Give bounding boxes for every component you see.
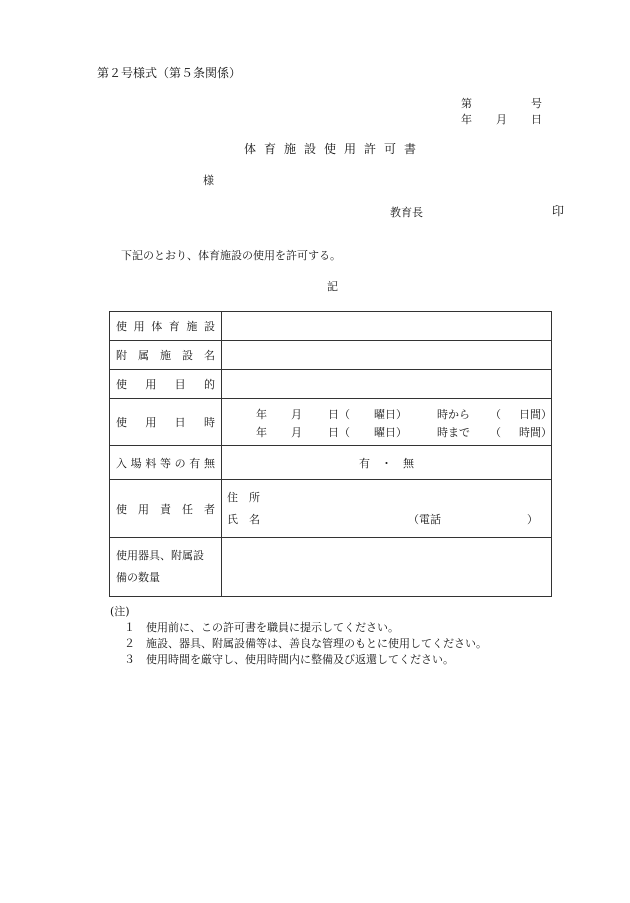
resp-label-cell — [110, 480, 222, 538]
seal-mark: 印 — [552, 204, 565, 218]
equip-label-cell — [110, 538, 222, 597]
equip-label-line1: 使用器具、附属設 — [116, 549, 204, 562]
fee-options: 有 ・ 無 — [359, 456, 414, 470]
datetime-from-row — [222, 404, 551, 422]
days-open: （ — [490, 408, 501, 421]
hours-count: 時間） — [519, 426, 552, 439]
to-time: 時まで — [437, 426, 470, 439]
purpose-value[interactable] — [222, 370, 552, 399]
resp-value[interactable] — [222, 480, 552, 538]
annex-label-cell — [110, 341, 222, 370]
notes-heading: (注) — [110, 605, 130, 618]
note-item: ２ 施設、器具、附属設備等は、善良な管理のもとに使用してください。 — [124, 637, 487, 650]
name-row — [222, 509, 551, 531]
date-day: 日 — [531, 113, 542, 126]
facility-label: 使 用 体 育 施 設 — [116, 320, 215, 333]
date-year: 年 — [461, 113, 472, 126]
equip-label-line2: 備の数量 — [116, 571, 160, 584]
note-item: １ 使用前に、この許可書を職員に提示してください。 — [124, 621, 399, 634]
fee-value[interactable] — [222, 446, 552, 480]
table-row — [110, 312, 552, 341]
notes — [110, 604, 487, 668]
to-year: 年 — [256, 426, 267, 439]
name-label: 氏 名 — [227, 512, 260, 526]
to-day: 日（ — [328, 426, 350, 439]
issuer-title: 教育長 — [390, 206, 423, 219]
fee-label-cell — [110, 446, 222, 480]
from-weekday: 曜日） — [374, 408, 407, 421]
doc-number-prefix: 第 — [461, 97, 472, 110]
note-item: ３ 使用時間を厳守し、使用時間内に整備及び返還してください。 — [124, 653, 454, 666]
table-row — [110, 399, 552, 446]
doc-number-suffix: 号 — [531, 97, 542, 110]
resp-label: 使 用 責 任 者 — [116, 502, 215, 516]
facility-value[interactable] — [222, 312, 552, 341]
address-row — [222, 487, 551, 509]
facility-label-cell — [110, 312, 222, 341]
phone-open: （電話 — [408, 512, 441, 526]
document-title: 体育施設使用許可書 — [244, 142, 425, 156]
permit-table — [109, 311, 552, 597]
days-count: 日間） — [519, 408, 552, 421]
table-row — [110, 370, 552, 399]
purpose-label-cell — [110, 370, 222, 399]
from-time: 時から — [437, 408, 470, 421]
equip-value[interactable] — [222, 538, 552, 597]
annex-value[interactable] — [222, 341, 552, 370]
table-row — [110, 446, 552, 480]
from-month: 月 — [291, 408, 302, 421]
from-day: 日（ — [328, 408, 350, 421]
annex-label: 附 属 施 設 名 — [116, 349, 215, 362]
table-row — [110, 341, 552, 370]
date-month: 月 — [496, 113, 507, 126]
purpose-label: 使 用 目 的 — [116, 378, 215, 391]
address-label: 住 所 — [227, 490, 260, 504]
datetime-value[interactable] — [222, 399, 552, 446]
datetime-to-row — [222, 422, 551, 440]
fee-label: 入 場 料 等 の 有 無 — [116, 456, 215, 470]
table-row — [110, 538, 552, 597]
from-year: 年 — [256, 408, 267, 421]
datetime-label: 使 用 日 時 — [116, 416, 215, 429]
addressee-suffix: 様 — [203, 174, 214, 187]
body-text: 下記のとおり、体育施設の使用を許可する。 — [121, 249, 341, 262]
datetime-label-cell — [110, 399, 222, 446]
to-weekday: 曜日） — [374, 426, 407, 439]
ki-heading: 記 — [327, 280, 338, 293]
hours-open: （ — [490, 426, 501, 439]
table-row — [110, 480, 552, 538]
phone-close: ） — [527, 512, 538, 526]
to-month: 月 — [291, 426, 302, 439]
form-id: 第２号様式（第５条関係） — [97, 66, 242, 80]
